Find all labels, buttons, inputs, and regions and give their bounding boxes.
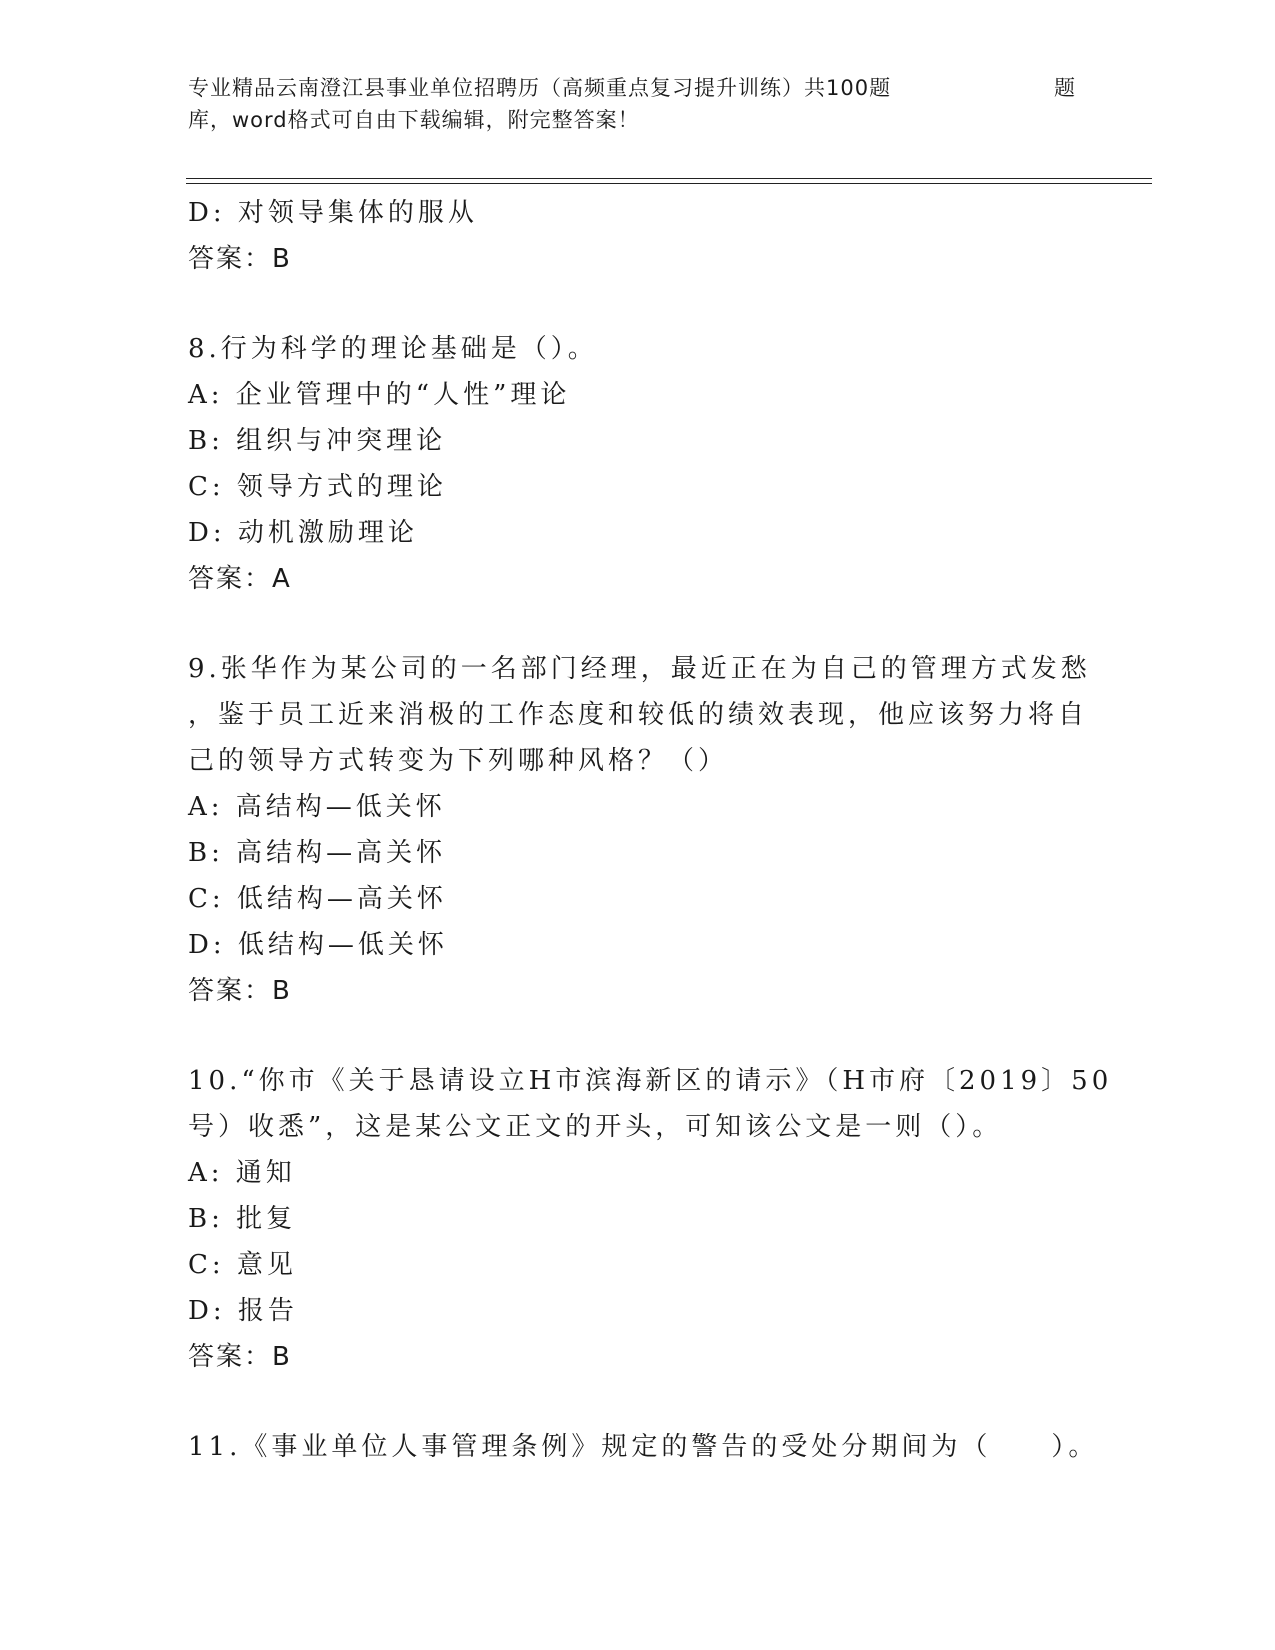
spacer [188,1380,1088,1424]
header-line-1-right: 题 [1054,76,1076,100]
answer-line: 答案：A [188,564,292,594]
question-stem-line-1: 10.“你市《关于恳请设立H市滨海新区的请示》（H市府〔2019〕50 [188,1066,1113,1096]
header-line-2: 库，word格式可自由下载编辑，附完整答案！ [188,108,640,132]
option-b: B: 批复 [188,1204,297,1234]
option-c: C: 低结构—高关怀 [188,884,447,914]
question-block-10 [188,1058,1113,1380]
answer-line: 答案：B [188,976,292,1006]
option-c: C: 领导方式的理论 [188,472,447,502]
answer-line: 答案：B [188,244,292,274]
option-a: A: 企业管理中的“人性”理论 [188,380,571,410]
option-d: D: 动机激励理论 [188,518,418,548]
question-block-7-tail [188,190,1088,282]
header-line-1: 专业精品云南澄江县事业单位招聘历（高频重点复习提升训练）共100题 [188,76,892,100]
option-b: B: 组织与冲突理论 [188,426,447,456]
question-stem-line-2: 号）收悉”，这是某公文正文的开头，可知该公文是一则（）。 [188,1112,1003,1142]
question-stem: 8.行为科学的理论基础是（）。 [188,334,598,364]
question-stem-line-1: 9.张华作为某公司的一名部门经理，最近正在为自己的管理方式发愁 [188,654,1091,684]
question-block-9 [188,646,1091,1014]
question-list [188,190,1113,1470]
header-divider-top [186,178,1152,179]
question-stem-line-3: 己的领导方式转变为下列哪种风格？（） [188,746,729,776]
option-a: A: 高结构—低关怀 [188,792,446,822]
option-c: C: 意见 [188,1250,297,1280]
spacer [188,1014,1088,1058]
question-stem: 11.《事业单位人事管理条例》规定的警告的受处分期间为（ ）。 [188,1432,1099,1462]
question-block-11 [188,1424,1099,1470]
header-divider-bottom [186,183,1152,184]
option-d: D: 报告 [188,1296,298,1326]
option-a: A: 通知 [188,1158,296,1188]
question-stem-line-2: ，鉴于员工近来消极的工作态度和较低的绩效表现，他应该努力将自 [188,700,1089,730]
option-b: B: 高结构—高关怀 [188,838,447,868]
question-block-8 [188,326,1088,602]
spacer [188,602,1088,646]
option-d: D: 低结构—低关怀 [188,930,448,960]
option-d: D: 对领导集体的服从 [188,198,478,228]
answer-line: 答案：B [188,1342,292,1372]
spacer [188,282,1088,326]
page-header [188,72,1088,136]
